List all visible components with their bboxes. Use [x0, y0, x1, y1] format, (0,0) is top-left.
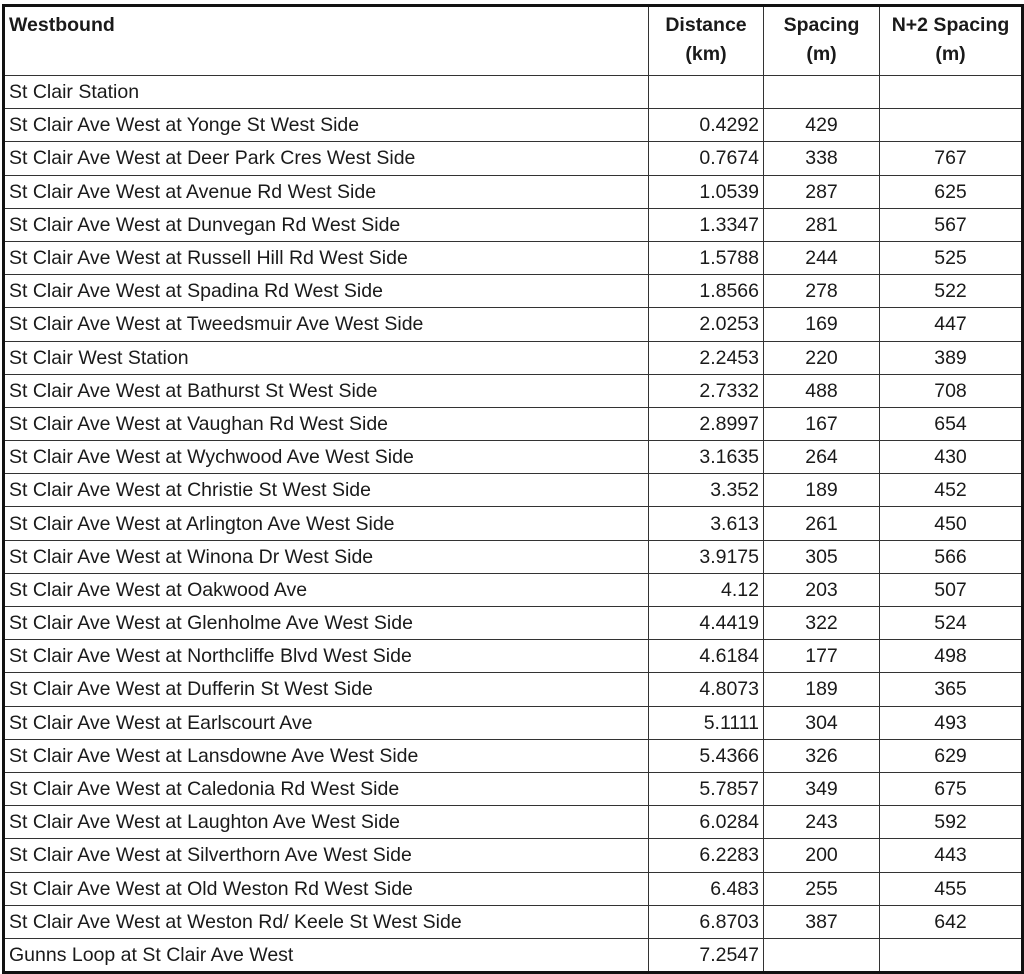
table-row: [4, 275, 1023, 308]
header-distance-line1: Distance: [665, 14, 747, 36]
distance-cell: 4.12: [649, 573, 764, 606]
spacing-cell: 429: [764, 109, 880, 142]
stop-name-cell: St Clair Ave West at Caledonia Rd West Side: [4, 772, 649, 805]
n2-spacing-cell: 708: [880, 374, 1023, 407]
spacing-cell: 244: [764, 241, 880, 274]
spacing-cell: 387: [764, 905, 880, 938]
header-spacing: [764, 6, 880, 76]
n2-spacing-cell: 642: [880, 905, 1023, 938]
spacing-cell: 322: [764, 607, 880, 640]
table-row: [4, 772, 1023, 805]
n2-spacing-cell: [880, 76, 1023, 109]
header-n2-spacing: [880, 6, 1023, 76]
stop-name-cell: St Clair Ave West at Northcliffe Blvd West Side: [4, 640, 649, 673]
spacing-cell: 264: [764, 441, 880, 474]
stop-name-cell: St Clair Ave West at Dufferin St West Side: [4, 673, 649, 706]
distance-cell: 2.8997: [649, 407, 764, 440]
distance-cell: 4.6184: [649, 640, 764, 673]
header-n2-spacing-line2: (m): [935, 43, 966, 65]
distance-cell: 3.9175: [649, 540, 764, 573]
n2-spacing-cell: 365: [880, 673, 1023, 706]
n2-spacing-cell: 767: [880, 142, 1023, 175]
table-row: [4, 374, 1023, 407]
distance-cell: 3.1635: [649, 441, 764, 474]
table-row: [4, 142, 1023, 175]
n2-spacing-cell: 493: [880, 706, 1023, 739]
table-row: [4, 175, 1023, 208]
distance-cell: 1.8566: [649, 275, 764, 308]
stop-name-cell: Gunns Loop at St Clair Ave West: [4, 938, 649, 972]
table-row: [4, 474, 1023, 507]
distance-cell: 3.352: [649, 474, 764, 507]
table-body: [4, 76, 1023, 973]
spacing-cell: 177: [764, 640, 880, 673]
table-row: [4, 507, 1023, 540]
distance-cell: 6.0284: [649, 806, 764, 839]
spacing-cell: 243: [764, 806, 880, 839]
distance-cell: 4.4419: [649, 607, 764, 640]
stop-name-cell: St Clair Ave West at Old Weston Rd West Side: [4, 872, 649, 905]
table-row: [4, 308, 1023, 341]
spacing-cell: 305: [764, 540, 880, 573]
n2-spacing-cell: 592: [880, 806, 1023, 839]
n2-spacing-cell: 567: [880, 208, 1023, 241]
distance-cell: 6.483: [649, 872, 764, 905]
distance-cell: 4.8073: [649, 673, 764, 706]
spacing-cell: 278: [764, 275, 880, 308]
distance-cell: [649, 76, 764, 109]
distance-cell: 1.0539: [649, 175, 764, 208]
n2-spacing-cell: [880, 938, 1023, 972]
distance-cell: 7.2547: [649, 938, 764, 972]
spacing-cell: 167: [764, 407, 880, 440]
stop-name-cell: St Clair Ave West at Winona Dr West Side: [4, 540, 649, 573]
table-row: [4, 905, 1023, 938]
spacing-cell: 255: [764, 872, 880, 905]
header-spacing-line1: Spacing: [783, 14, 860, 36]
n2-spacing-cell: 524: [880, 607, 1023, 640]
n2-spacing-cell: 654: [880, 407, 1023, 440]
distance-cell: 6.2283: [649, 839, 764, 872]
distance-cell: 1.5788: [649, 241, 764, 274]
stop-name-cell: St Clair Ave West at Yonge St West Side: [4, 109, 649, 142]
n2-spacing-cell: 629: [880, 739, 1023, 772]
header-distance: [649, 6, 764, 76]
stop-name-cell: St Clair Ave West at Spadina Rd West Side: [4, 275, 649, 308]
table-row: [4, 407, 1023, 440]
table-row: [4, 208, 1023, 241]
table-row: [4, 739, 1023, 772]
distance-cell: 5.1111: [649, 706, 764, 739]
stop-name-cell: St Clair Ave West at Oakwood Ave: [4, 573, 649, 606]
table-row: [4, 607, 1023, 640]
stop-name-cell: St Clair Ave West at Weston Rd/ Keele St West Side: [4, 905, 649, 938]
spacing-cell: 281: [764, 208, 880, 241]
stop-name-cell: St Clair Ave West at Lansdowne Ave West Side: [4, 739, 649, 772]
stop-name-cell: St Clair Ave West at Wychwood Ave West Side: [4, 441, 649, 474]
spacing-cell: 203: [764, 573, 880, 606]
distance-cell: 0.7674: [649, 142, 764, 175]
spacing-cell: 189: [764, 673, 880, 706]
n2-spacing-cell: 455: [880, 872, 1023, 905]
spacing-cell: 200: [764, 839, 880, 872]
distance-cell: 5.4366: [649, 739, 764, 772]
stop-name-cell: St Clair Ave West at Avenue Rd West Side: [4, 175, 649, 208]
n2-spacing-cell: [880, 109, 1023, 142]
stop-name-cell: St Clair Ave West at Dunvegan Rd West Side: [4, 208, 649, 241]
stop-name-cell: St Clair Ave West at Bathurst St West Side: [4, 374, 649, 407]
table-row: [4, 938, 1023, 972]
westbound-stop-spacing-table: [2, 4, 1024, 974]
stop-name-cell: St Clair Ave West at Christie St West Side: [4, 474, 649, 507]
spacing-cell: 488: [764, 374, 880, 407]
n2-spacing-cell: 443: [880, 839, 1023, 872]
n2-spacing-cell: 625: [880, 175, 1023, 208]
spacing-cell: [764, 938, 880, 972]
n2-spacing-cell: 450: [880, 507, 1023, 540]
distance-cell: 2.0253: [649, 308, 764, 341]
table-row: [4, 441, 1023, 474]
distance-cell: 2.7332: [649, 374, 764, 407]
table-row: [4, 640, 1023, 673]
spacing-cell: 349: [764, 772, 880, 805]
n2-spacing-cell: 430: [880, 441, 1023, 474]
distance-cell: 3.613: [649, 507, 764, 540]
stop-name-cell: St Clair Station: [4, 76, 649, 109]
stop-name-cell: St Clair Ave West at Silverthorn Ave West Side: [4, 839, 649, 872]
n2-spacing-cell: 507: [880, 573, 1023, 606]
n2-spacing-cell: 452: [880, 474, 1023, 507]
distance-cell: 5.7857: [649, 772, 764, 805]
distance-cell: 0.4292: [649, 109, 764, 142]
table-row: [4, 76, 1023, 109]
table-row: [4, 341, 1023, 374]
table-row: [4, 839, 1023, 872]
spacing-cell: 261: [764, 507, 880, 540]
spacing-cell: 338: [764, 142, 880, 175]
distance-cell: 6.8703: [649, 905, 764, 938]
stop-name-cell: St Clair Ave West at Earlscourt Ave: [4, 706, 649, 739]
distance-cell: 2.2453: [649, 341, 764, 374]
stop-name-cell: St Clair Ave West at Vaughan Rd West Side: [4, 407, 649, 440]
header-spacing-line2: (m): [806, 43, 837, 65]
header-distance-line2: (km): [685, 43, 727, 65]
n2-spacing-cell: 522: [880, 275, 1023, 308]
n2-spacing-cell: 525: [880, 241, 1023, 274]
n2-spacing-cell: 675: [880, 772, 1023, 805]
stop-name-cell: St Clair Ave West at Laughton Ave West Side: [4, 806, 649, 839]
table-row: [4, 706, 1023, 739]
table-row: [4, 109, 1023, 142]
table-row: [4, 573, 1023, 606]
n2-spacing-cell: 498: [880, 640, 1023, 673]
spacing-cell: 169: [764, 308, 880, 341]
spacing-cell: 287: [764, 175, 880, 208]
spacing-cell: 189: [764, 474, 880, 507]
table-row: [4, 540, 1023, 573]
stop-name-cell: St Clair West Station: [4, 341, 649, 374]
header-n2-spacing-line1: N+2 Spacing: [891, 14, 1010, 36]
n2-spacing-cell: 389: [880, 341, 1023, 374]
n2-spacing-cell: 566: [880, 540, 1023, 573]
table-row: [4, 872, 1023, 905]
spacing-cell: [764, 76, 880, 109]
header-row: [4, 6, 1023, 76]
n2-spacing-cell: 447: [880, 308, 1023, 341]
spacing-cell: 220: [764, 341, 880, 374]
stop-name-cell: St Clair Ave West at Arlington Ave West Side: [4, 507, 649, 540]
spacing-cell: 304: [764, 706, 880, 739]
stop-name-cell: St Clair Ave West at Glenholme Ave West Side: [4, 607, 649, 640]
table-row: [4, 673, 1023, 706]
table-row: [4, 806, 1023, 839]
stop-name-cell: St Clair Ave West at Tweedsmuir Ave West Side: [4, 308, 649, 341]
distance-cell: 1.3347: [649, 208, 764, 241]
spacing-cell: 326: [764, 739, 880, 772]
stop-name-cell: St Clair Ave West at Deer Park Cres West Side: [4, 142, 649, 175]
table-row: [4, 241, 1023, 274]
header-westbound: Westbound: [4, 6, 649, 76]
stop-name-cell: St Clair Ave West at Russell Hill Rd West Side: [4, 241, 649, 274]
